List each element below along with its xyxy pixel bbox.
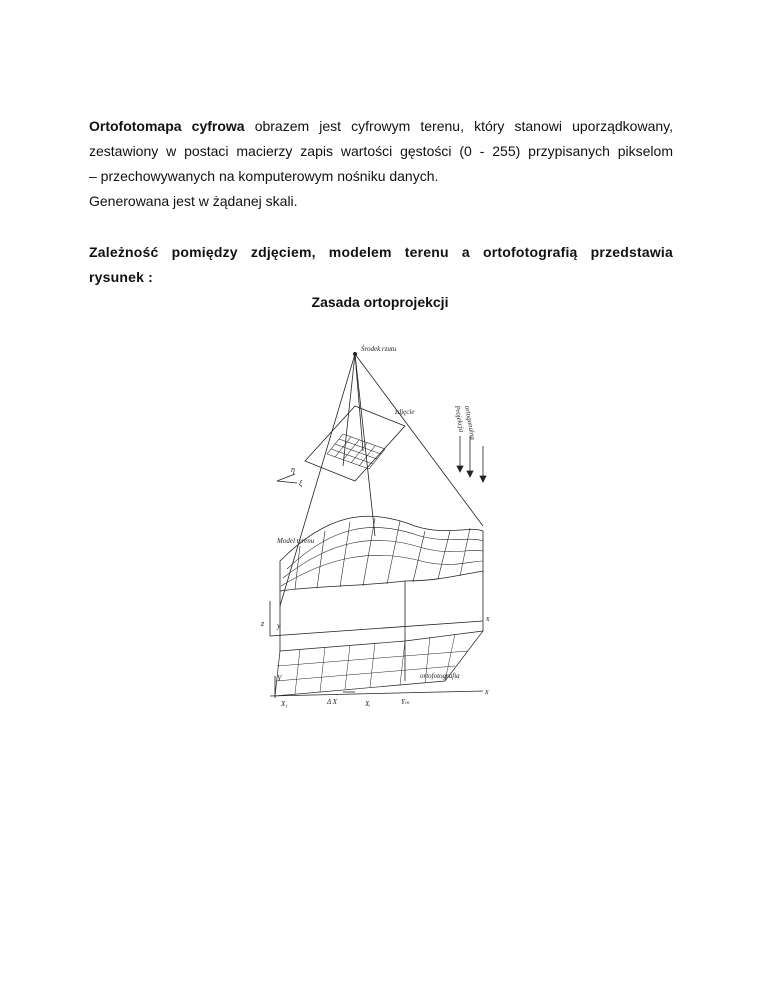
figure-caption: Zasada ortoprojekcji (311, 294, 449, 310)
label-delta-x: Δ X (327, 698, 338, 706)
label-projection-1: Projekcja (453, 404, 466, 433)
label-terrain-model: Model terenu (277, 537, 315, 545)
label-x1: X₁ (281, 700, 288, 708)
text-run: Zależność pomiędzy zdjęciem, modelem terenu a ortofotografią (89, 244, 578, 260)
label-y-lower: Y (277, 674, 282, 683)
projection-ray (355, 354, 375, 536)
projection-ray (355, 354, 483, 526)
label-x-upper: x (486, 614, 490, 623)
projection-center-point (353, 352, 357, 356)
x-axis-upper (270, 621, 483, 636)
label-x-lower: x (485, 687, 489, 696)
label-photo: zdjęcie (395, 408, 415, 416)
label-eta: η (291, 465, 295, 474)
paragraph-relation (89, 240, 673, 290)
orthoprojection-figure (255, 336, 505, 716)
orthophoto-grid (276, 634, 468, 694)
paragraph-line (89, 114, 673, 139)
label-ym: Yₘ (401, 698, 410, 706)
photo-grid (327, 434, 385, 469)
paragraph-line: – przechowywanych na komputerowym nośniku danych. (89, 168, 439, 184)
paragraph-line (89, 240, 673, 265)
label-center: Środek rzutu (361, 345, 397, 353)
text-run: obrazem jest cyfrowym terenu, który stanowi uporządkowany, (254, 118, 673, 134)
projection-ray (280, 354, 355, 606)
paragraph-scale: Generowana jest w żądanej skali. (89, 193, 298, 209)
label-xi-lower: Xᵢ (365, 700, 371, 708)
paragraph-line: rysunek : (89, 269, 154, 285)
label-orthophoto: ortofotografia (420, 672, 460, 680)
label-xi: ξ (299, 479, 303, 488)
eta-axis (277, 474, 295, 481)
label-projection-2: ortogonalna (463, 404, 477, 441)
paragraph-definition (89, 114, 673, 214)
label-y-upper: y (277, 621, 281, 630)
projection-ray (355, 354, 363, 451)
label-z: z (261, 619, 265, 628)
orthoprojection-diagram (255, 336, 505, 716)
text-run: przedstawia (590, 244, 674, 260)
photo-plane (305, 406, 405, 481)
paragraph-line: zestawiony w postaci macierzy zapis wartości gęstości (0 - 255) przypisanych pikselom (89, 143, 673, 159)
term-bold: Ortofotomapa cyfrowa (89, 118, 245, 134)
xi-axis (277, 481, 297, 483)
terrain-grid (281, 518, 483, 589)
